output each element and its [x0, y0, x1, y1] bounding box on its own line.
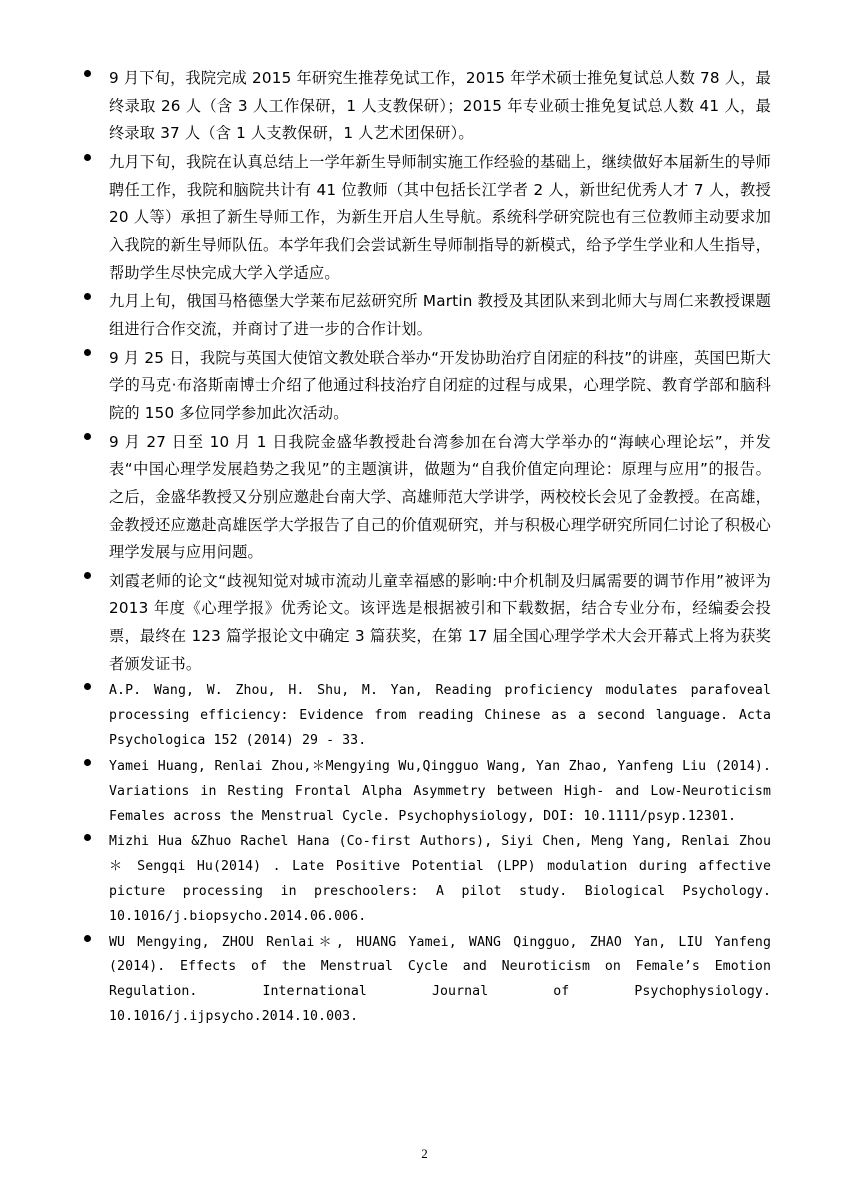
bullet-icon [84, 154, 91, 161]
paragraph-text: 九月下旬，我院在认真总结上一学年新生导师制实施工作经验的基础上，继续做好本届新生的导师聘任工作，我院和脑院共计有 41 位教师（其中包括长江学者 2 人，新世纪优秀人才 7 人，教授 20 人等）承担了新生导师工作，为新生开启人生导航。系统科学研究院也有三位教师主动要求加入我院的新生导师队伍。本学年我们会尝试新生导师制指导的新模式，给予学生学业和人生指导，帮助学生尽快完成大学入学适应。 [109, 152, 771, 282]
bulleted-paragraph-list [78, 65, 771, 1030]
bullet-icon [84, 683, 91, 690]
document-body [78, 65, 771, 1030]
paragraph-text: WU Mengying, ZHOU Renlai＊, HUANG Yamei, WANG Qingguo, ZHAO Yan, LIU Yanfeng (2014). Effects of the Menstrual Cycle and Neuroticism on Female’s Emotion Regulation. International Journal of Psychophysiology. 10.1016/j.ijpsycho.2014.10.003. [109, 934, 771, 1024]
bullet-icon [84, 70, 91, 77]
bullet-icon [84, 572, 91, 579]
list-item [78, 755, 771, 829]
paragraph-text: A.P. Wang, W. Zhou, H. Shu, M. Yan, Reading proficiency modulates parafoveal processing efficiency: Evidence from reading Chinese as a second language. Acta Psychologica 152 (2014) 29 - 33. [109, 683, 771, 749]
list-item [78, 345, 771, 428]
list-item [78, 65, 771, 148]
bullet-icon [84, 834, 91, 841]
bullet-icon [84, 759, 91, 766]
page-number: 2 [421, 1146, 428, 1161]
paragraph-text: 9 月 25 日，我院与英国大使馆文教处联合举办“开发协助治疗自闭症的科技”的讲座，英国巴斯大学的马克·布洛斯南博士介绍了他通过科技治疗自闭症的过程与成果，心理学院、教育学部和脑科院的 150 多位同学参加此次活动。 [109, 348, 771, 422]
list-item [78, 429, 771, 567]
list-item [78, 830, 771, 929]
list-item [78, 288, 771, 343]
list-item [78, 679, 771, 753]
list-item [78, 931, 771, 1030]
bullet-icon [84, 935, 91, 942]
paragraph-text: Yamei Huang, Renlai Zhou,＊Mengying Wu,Qingguo Wang, Yan Zhao, Yanfeng Liu (2014). Variations in Resting Frontal Alpha Asymmetry between High- and Low-Neuroticism Females across the Menstrual Cycle. Psychophysiology, DOI: 10.1111/psyp.12301. [109, 758, 771, 824]
paragraph-text: 9 月下旬，我院完成 2015 年研究生推荐免试工作，2015 年学术硕士推免复试总人数 78 人，最终录取 26 人（含 3 人工作保研，1 人支教保研）；2015 年专业硕士推免复试总人数 41 人，最终录取 37 人（含 1 人支教保研，1 人艺术团保研）。 [109, 69, 771, 143]
paragraph-text: 刘霞老师的论文“歧视知觉对城市流动儿童幸福感的影响:中介机制及归属需要的调节作用”被评为 2013 年度《心理学报》优秀论文。该评选是根据被引和下载数据，结合专业分布，经编委会投票，最终在 123 篇学报论文中确定 3 篇获奖，在第 17 届全国心理学学术大会开幕式上将为获奖者颁发证书。 [109, 571, 771, 673]
list-item [78, 568, 771, 679]
bullet-icon [84, 293, 91, 300]
paragraph-text: Mizhi Hua &Zhuo Rachel Hana (Co-first Authors), Siyi Chen, Meng Yang, Renlai Zhou＊ Sengqi Hu(2014) . Late Positive Potential (LPP) modulation during affective picture processing in preschoolers: A pilot study. Biological Psychology. 10.1016/j.biopsycho.2014.06.006. [109, 834, 771, 924]
bullet-icon [84, 433, 91, 440]
paragraph-text: 九月上旬，俄国马格德堡大学莱布尼兹研究所 Martin 教授及其团队来到北师大与周仁来教授课题组进行合作交流，并商讨了进一步的合作计划。 [109, 292, 771, 338]
paragraph-text: 9 月 27 日至 10 月 1 日我院金盛华教授赴台湾参加在台湾大学举办的“海峡心理论坛”，并发表“中国心理学发展趋势之我见”的主题演讲，做题为“自我价值定向理论：原理与应用”的报告。之后，金盛华教授又分别应邀赴台南大学、高雄师范大学讲学，两校校长会见了金教授。在高雄，金教授还应邀赴高雄医学大学报告了自己的价值观研究，并与积极心理学研究所同仁讨论了积极心理学发展与应用问题。 [109, 432, 771, 562]
list-item [78, 149, 771, 287]
bullet-icon [84, 349, 91, 356]
